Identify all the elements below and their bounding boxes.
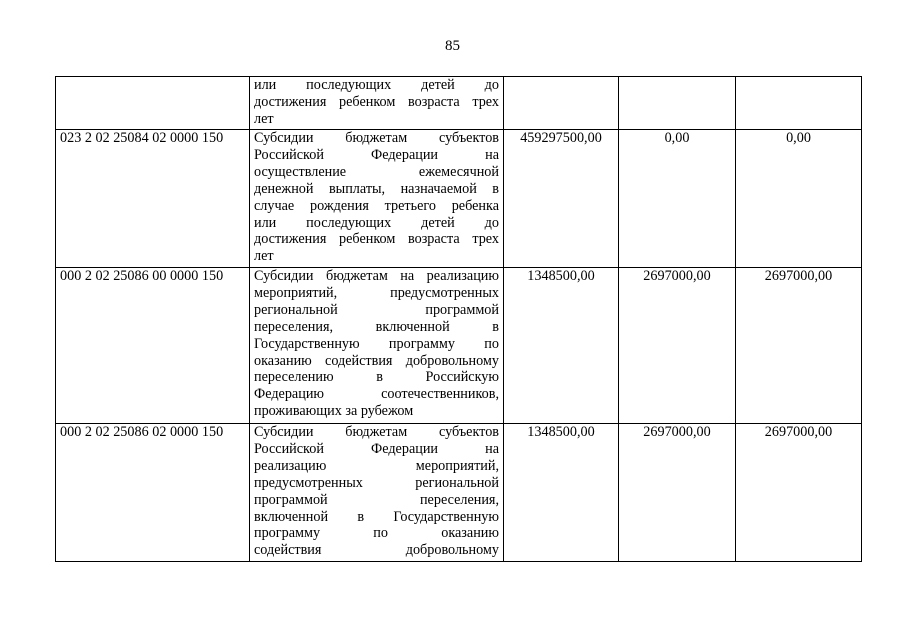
amount-cell-3 [736, 77, 862, 130]
amount-cell-1: 1348500,00 [504, 268, 619, 424]
name-line: Субсидии бюджетам на реализацию [254, 268, 499, 284]
name-line: или последующих детей до [254, 77, 499, 93]
amount-cell-3: 2697000,00 [736, 424, 862, 562]
amount-cell-1: 459297500,00 [504, 130, 619, 268]
amount-cell-2: 2697000,00 [619, 424, 736, 562]
name-line: достижения ребенком возраста трех [254, 93, 499, 110]
budget-name-cell [250, 424, 504, 562]
amount-cell-2: 0,00 [619, 130, 736, 268]
table-row [56, 424, 862, 562]
name-line: денежной выплаты, назначаемой в [254, 180, 499, 197]
budget-name-cell [250, 130, 504, 268]
amount-cell-2 [619, 77, 736, 130]
name-line: содействия добровольному [254, 542, 499, 559]
name-line: лет [254, 110, 274, 127]
budget-code-cell: 000 2 02 25086 00 0000 150 [56, 268, 250, 424]
budget-name-cell [250, 268, 504, 424]
name-line: переселения, включенной в [254, 318, 499, 335]
budget-code-cell [56, 77, 250, 130]
amount-cell-3: 2697000,00 [736, 268, 862, 424]
budget-name-cell [250, 77, 504, 130]
name-line: Государственную программу по [254, 335, 499, 352]
amount-cell-2: 2697000,00 [619, 268, 736, 424]
name-line: Российской Федерации на [254, 146, 499, 163]
name-line: достижения ребенком возраста трех [254, 231, 499, 248]
name-line: предусмотренных региональной [254, 474, 499, 491]
name-line: программу по оказанию [254, 525, 499, 542]
budget-code-cell: 000 2 02 25086 02 0000 150 [56, 424, 250, 562]
table-row [56, 77, 862, 130]
name-line: осуществление ежемесячной [254, 163, 499, 180]
name-line: мероприятий, предусмотренных [254, 284, 499, 301]
amount-cell-1 [504, 77, 619, 130]
name-line: или последующих детей до [254, 214, 499, 231]
name-line: программой переселения, [254, 491, 499, 508]
name-line: лет [254, 248, 274, 265]
name-line: Российской Федерации на [254, 440, 499, 457]
name-line: реализацию мероприятий, [254, 457, 499, 474]
name-line: случае рождения третьего ребенка [254, 197, 499, 214]
budget-code-cell: 023 2 02 25084 02 0000 150 [56, 130, 250, 268]
table-row [56, 130, 862, 268]
name-line: Федерацию соотечественников, [254, 386, 499, 403]
table-row [56, 268, 862, 424]
name-line: включенной в Государственную [254, 508, 499, 525]
amount-cell-1: 1348500,00 [504, 424, 619, 562]
budget-table [55, 76, 862, 562]
name-line: проживающих за рубежом [254, 403, 414, 420]
name-line: переселению в Российскую [254, 369, 499, 386]
name-line: оказанию содействия добровольному [254, 352, 499, 369]
name-line: региональной программой [254, 301, 499, 318]
name-line: Субсидии бюджетам субъектов [254, 130, 499, 146]
amount-cell-3: 0,00 [736, 130, 862, 268]
page-number: 85 [445, 38, 460, 54]
name-line: Субсидии бюджетам субъектов [254, 424, 499, 440]
